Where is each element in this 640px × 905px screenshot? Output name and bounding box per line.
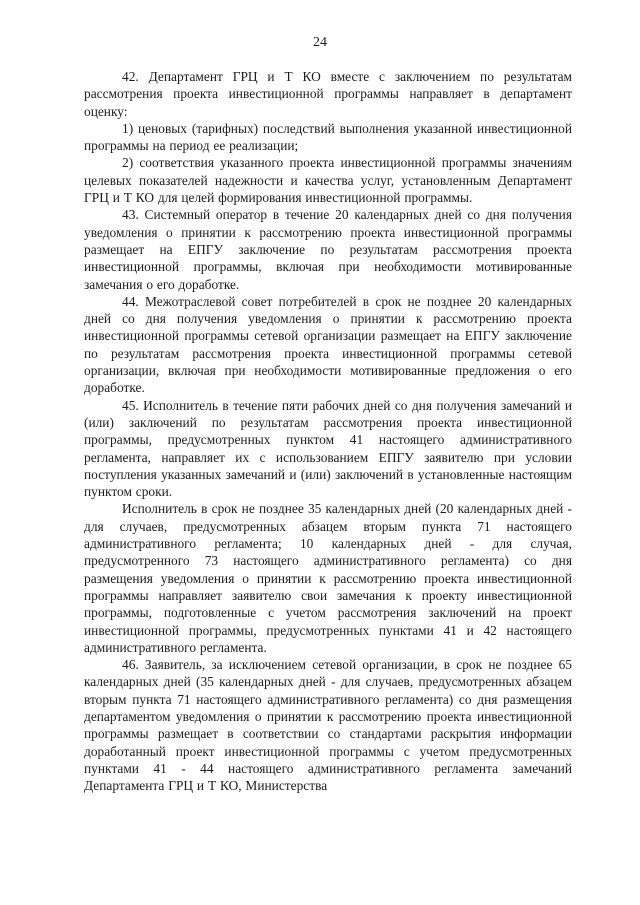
paragraph-45: 45. Исполнитель в течение пяти рабочих дней со дня получения замечаний и (или) заключений по результатам рассмотрения проекта инвестиционной программы, предусмотренных пунктом 41 настоящего административного регламента, направляет их с использованием ЕПГУ заявителю при условии поступления указанных замечаний и (или) заключений в установленные настоящим пунктом сроки. [84,397,572,500]
paragraph-44: 44. Межотраслевой совет потребителей в срок не позднее 20 календарных дней со дня получения уведомления о принятии к рассмотрению проекта инвестиционной программы сетевой организации размещает на ЕПГУ заключение по результатам рассмотрения проекта инвестиционной программы сетевой организации, включая при необходимости мотивированные предложения о его доработке. [84,293,572,396]
paragraph-45-part-2: Исполнитель в срок не позднее 35 календарных дней (20 календарных дней - для случаев, предусмотренных абзацем вторым пункта 71 настоящего административного регламента; 10 календарных дней - для случая, предусмотренного 73 настоящего административного регламента) со дня размещения уведомления о принятии к рассмотрению проекта инвестиционной программы направляет заявителю свои замечания к проекту инвестиционной программы, подготовленные с учетом рассмотрения заключений на проект инвестиционной программы, предусмотренных пунктами 41 и 42 настоящего административного регламента. [84,501,572,655]
paragraph-43: 43. Системный оператор в течение 20 календарных дней со дня получения уведомления о принятии к рассмотрению проекта инвестиционной программы размещает на ЕПГУ заключение по результатам рассмотрения проекта инвестиционной программы, включая при необходимости мотивированные замечания о его доработке. [84,207,572,292]
paragraph-42-item-2: 2) соответствия указанного проекта инвестиционной программы значениям целевых показателей надежности и качества услуг, установленным Департамент ГРЦ и Т КО для целей формирования инвестиционной программы. [84,155,572,206]
paragraph-42: 42. Департамент ГРЦ и Т КО вместе с заключением по результатам рассмотрения проекта инвестиционной программы направляет в департамент оценку: [84,69,572,119]
paragraph-42-item-1: 1) ценовых (тарифных) последствий выполнения указанной инвестиционной программы на период ее реализации; [84,120,572,154]
page-body [84,68,572,794]
page-number: 24 [313,35,327,50]
paragraph-46: 46. Заявитель, за исключением сетевой организации, в срок не позднее 65 календарных дней (35 календарных дней - для случаев, предусмотренных абзацем вторым пункта 71 настоящего административного регламента) со дня размещения департаментом уведомления о принятии к рассмотрению проекта инвестиционной программы размещает в соответствии со стандартами раскрытия информации доработанный проект инвестиционной программы с учетом предусмотренных пунктами 41 - 44 настоящего административного регламента замечаний Департамента ГРЦ и Т КО, Министерства [84,657,572,794]
